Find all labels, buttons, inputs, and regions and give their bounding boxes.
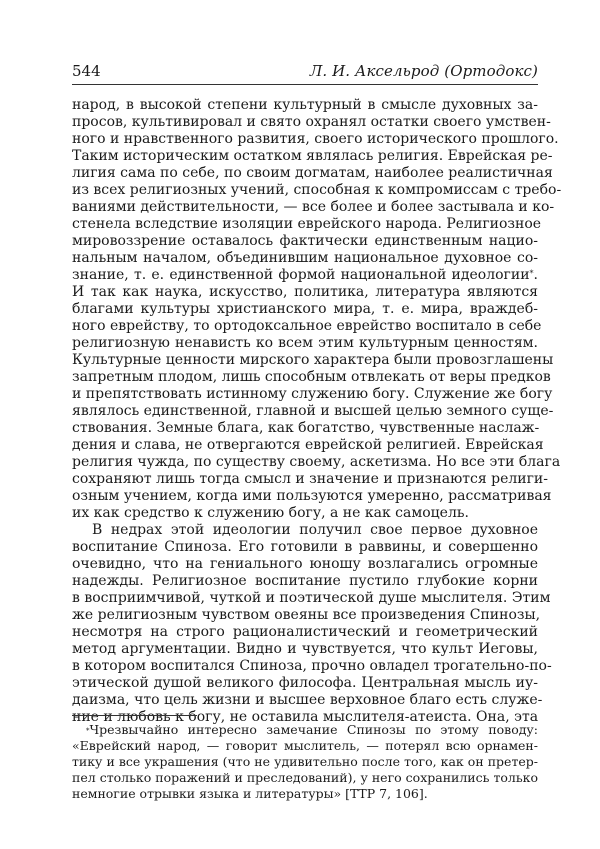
paragraph-2: [72, 522, 552, 726]
footnote-line-content: Чрезвычайно интересно замечание Спинозы по этому поводу:: [89, 722, 538, 737]
text-line: надежды. Религиозное воспитание пустило глубокие корни: [72, 573, 538, 589]
text-line: ствования. Земные блага, как богатство, чувственные наслаж-: [72, 420, 540, 436]
text-line: религия чужда, по существу своему, аскетизма. Но все эти блага: [72, 454, 561, 470]
main-text: [72, 97, 562, 726]
footnote-line: «Еврейский народ, — говорит мыслитель, — потерял всю орнамен-: [72, 738, 538, 753]
text-line: озным учением, когда ими пользуются умеренно, рассматривая: [72, 488, 552, 504]
page-number: 544: [72, 62, 101, 80]
text-line: Таким историческим остатком являлась религия. Еврейская ре-: [72, 148, 553, 164]
running-title: Л. И. Аксельрод (Ортодокс): [309, 62, 538, 80]
footnote-line: немногие отрывки языка и литературы» [ТТР 7, 106].: [72, 786, 428, 801]
text-line: метод аргументации. Видно и чувствуется, что культ Иеговы,: [72, 641, 538, 657]
text-line: просов, культивировал и свято охранял остатки своего умствен-: [72, 114, 551, 130]
text-line: ние и любовь к богу, не оставила мыслителя-атеиста. Она, эта: [72, 709, 539, 725]
text-line-with-footnote-ref: знание, т. е. единственной формой национальной идеологии*.: [72, 267, 538, 283]
text-line: из всех религиозных учений, способная к компромиссам с требо-: [72, 182, 562, 198]
text-line: благами культуры христианского мира, т. е. мира, враждеб-: [72, 301, 538, 317]
text-line: ного еврейству, то ортодоксальное еврейство воспитало в себе: [72, 318, 542, 334]
text-line-content: знание, т. е. единственной формой национальной идеологии: [72, 267, 530, 283]
text-line: стенела вследствие изоляции еврейского народа. Религиозное: [72, 216, 542, 232]
footnote-line-with-marker: [72, 722, 538, 738]
text-line: сохраняют лишь тогда смысл и значение и признаются религи-: [72, 471, 548, 487]
text-line: же религиозным чувством овеяны все произведения Спинозы,: [72, 607, 541, 623]
text-line: их как средство к служению богу, а не как самоцель.: [72, 505, 469, 521]
text-line: народ, в высокой степени культурный в смысле духовных за-: [72, 97, 538, 113]
footnote-line: тику и все украшения (что не удивительно после того, как он претер-: [72, 754, 538, 769]
text-line: несмотря на строго рационалистический и геометрический: [72, 624, 538, 640]
paragraph-1: [72, 97, 562, 522]
text-line: очевидно, что на гениального юношу возлагались огромные: [72, 556, 538, 572]
text-line: ного и нравственного развития, своего исторического прошлого.: [72, 131, 559, 147]
text-line: Культурные ценности мирского характера были провозглашены: [72, 352, 554, 368]
text-line: ваниями действительности, — все более и более застывала и ко-: [72, 199, 555, 215]
text-line: и препятствовать истинному служению богу. Служение же богу: [72, 386, 553, 402]
text-line: мировоззрение оставалось фактически единственным нацио-: [72, 233, 538, 249]
text-line: И так как наука, искусство, политика, литература являются: [72, 284, 538, 300]
text-line: даизма, что цель жизни и высшее верховное благо есть служе-: [72, 692, 543, 708]
text-line: являлось единственной, главной и высшей целью земного суще-: [72, 403, 554, 419]
text-line: религиозную ненависть ко всем этим культурным ценностям.: [72, 335, 538, 351]
footnote-marker: *: [86, 727, 90, 735]
footnote-divider: [72, 715, 197, 716]
text-line: лигия сама по себе, по своим догматам, наиболее реалистичная: [72, 165, 553, 181]
text-line: нальным началом, объединившим национальное духовное со-: [72, 250, 538, 266]
footnote: [72, 722, 538, 802]
text-line: воспитание Спиноза. Его готовили в раввины, и совершенно: [72, 539, 538, 555]
text-line: этической душой великого философа. Центральная мысль иу-: [72, 675, 538, 691]
footnote-reference[interactable]: *: [529, 269, 534, 278]
text-line: запретным плодом, лишь способным отвлекать от веры предков: [72, 369, 551, 385]
running-header: [72, 62, 538, 85]
text-line: в восприимчивой, чуткой и поэтической душе мыслителя. Этим: [72, 590, 551, 606]
text-line: дения и слава, не отвергаются еврейской религией. Еврейская: [72, 437, 544, 453]
text-line: В недрах этой идеологии получил свое первое духовное: [92, 522, 538, 538]
text-line: в котором воспитался Спиноза, прочно овладел трогательно-по-: [72, 658, 552, 674]
footnote-line: пел столько поражений и преследований), у него сохранились только: [72, 770, 538, 785]
